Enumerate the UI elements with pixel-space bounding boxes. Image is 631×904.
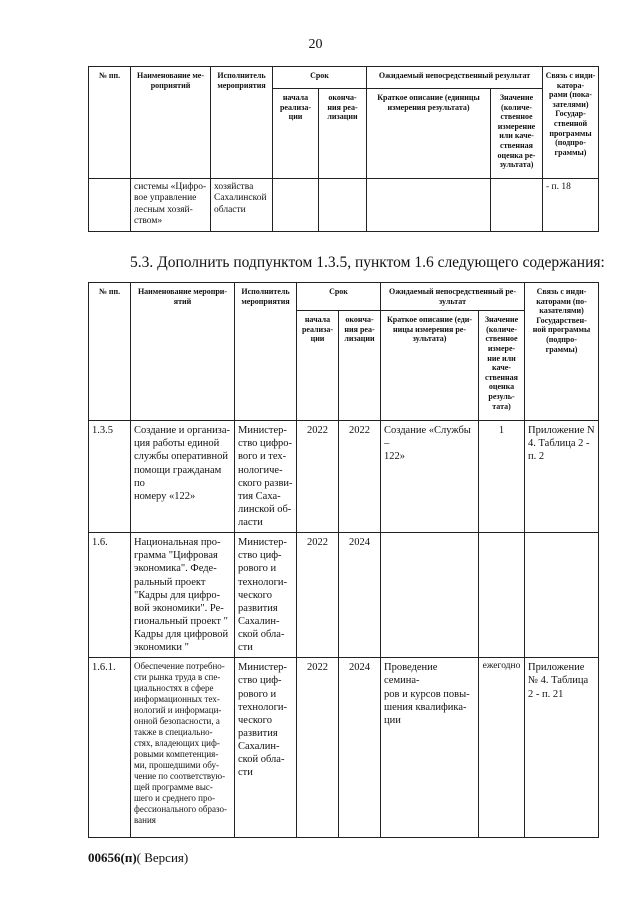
header-description: Краткое описание (единицы измерения результата) xyxy=(367,89,491,179)
cell-description xyxy=(367,179,491,232)
section-heading: 5.3. Дополнить подпунктом 1.3.5, пунктом 1.6 следующего содержания: xyxy=(130,254,605,271)
table-row xyxy=(89,421,599,533)
header-executor: Исполнитель мероприятия xyxy=(211,67,273,179)
cell-executor: хозяйства Сахалинской области xyxy=(211,179,273,232)
cell-indicator-link xyxy=(525,533,599,658)
header-end: оконча- ния реа- лизации xyxy=(319,89,367,179)
cell-name: Национальная про- грамма "Цифровая экономика". Феде- ральный проект "Кадры для цифро- вой экономики". Ре- гиональный проект " Кадры для цифровой экономики " xyxy=(131,533,235,658)
header-num: № пп. xyxy=(89,283,131,421)
cell-name: системы «Цифро- вое управление лесным хозяй- ством» xyxy=(131,179,211,232)
cell-value: 1 xyxy=(479,421,525,533)
cell-indicator-link: Приложение N 4. Таблица 2 - п. 2 xyxy=(525,421,599,533)
continuation-table xyxy=(88,66,599,232)
cell-executor: Министер- ство циф- рового и технологи- ческого развития Сахалин- ской обла- сти xyxy=(235,658,297,838)
header-executor: Исполнитель мероприятия xyxy=(235,283,297,421)
header-description: Краткое описание (еди- ницы измерения ре- зультата) xyxy=(381,311,479,421)
header-indicator-link: Связь с инди- каторами (по- казателями) Государствен- ной программы (подпро- граммы) xyxy=(525,283,599,421)
cell-executor: Министер- ство цифро- вого и тех- нологиче- ского разви- тия Саха- линской об- ласти xyxy=(235,421,297,533)
cell-end: 2024 xyxy=(339,658,381,838)
cell-end xyxy=(319,179,367,232)
header-value: Значение (количе- ственное измере- ние или каче- ственная оценка резуль- тата) xyxy=(479,311,525,421)
header-end: оконча- ния реа- лизации xyxy=(339,311,381,421)
new-items-table xyxy=(88,282,599,838)
cell-value xyxy=(479,533,525,658)
cell-description: Проведение семина- ров и курсов повы- шения квалифика- ции xyxy=(381,658,479,838)
cell-value xyxy=(491,179,543,232)
document-footer xyxy=(88,850,188,866)
table-row xyxy=(89,533,599,658)
header-term: Срок xyxy=(273,67,367,89)
cell-executor: Министер- ство циф- рового и технологи- ческого развития Сахалин- ской обла- сти xyxy=(235,533,297,658)
cell-end: 2022 xyxy=(339,421,381,533)
table-row xyxy=(89,179,599,232)
document-code: 00656(п) xyxy=(88,850,137,865)
page-number: 20 xyxy=(308,37,323,52)
cell-num xyxy=(89,179,131,232)
cell-description xyxy=(381,533,479,658)
cell-value: ежегодно xyxy=(479,658,525,838)
header-result: Ожидаемый непосредственный результат xyxy=(367,67,543,89)
cell-name: Создание и организа- ция работы единой службы оперативной помощи гражданам по номеру «122» xyxy=(131,421,235,533)
table-row xyxy=(89,658,599,838)
header-value: Значение (количе- ственное измерение или каче- ственная оценка ре- зультата) xyxy=(491,89,543,179)
header-start: начала реализа- ции xyxy=(273,89,319,179)
header-name: Наименование ме- роприятий xyxy=(131,67,211,179)
cell-end: 2024 xyxy=(339,533,381,658)
cell-start: 2022 xyxy=(297,533,339,658)
header-term: Срок xyxy=(297,283,381,311)
header-start: начала реализа- ции xyxy=(297,311,339,421)
header-name: Наименование меропри- ятий xyxy=(131,283,235,421)
cell-num: 1.3.5 xyxy=(89,421,131,533)
cell-start: 2022 xyxy=(297,658,339,838)
cell-start xyxy=(273,179,319,232)
cell-name: Обеспечение потребно- сти рынка труда в спе- циальностях в сфере информационных тех- нологий и информаци- онной безопасности, а также в специально- стях, владеющих циф- ровыми компетенция- ми, прошедшими обу- чение по соответствую- щей программе выс- шего и среднего про- фессионального образо- вания xyxy=(131,658,235,838)
header-indicator-link: Связь с инди- катора- рами (пока- зателями) Государ- ственной программы (подпро- граммы) xyxy=(543,67,599,179)
header-num: № пп. xyxy=(89,67,131,179)
header-result: Ожидаемый непосредственный ре- зультат xyxy=(381,283,525,311)
cell-indicator-link: - п. 18 xyxy=(543,179,599,232)
cell-indicator-link: Приложение № 4. Таблица 2 - п. 21 xyxy=(525,658,599,838)
cell-num: 1.6. xyxy=(89,533,131,658)
cell-description: Создание «Службы – 122» xyxy=(381,421,479,533)
cell-start: 2022 xyxy=(297,421,339,533)
version-label: ( Версия) xyxy=(136,850,189,865)
cell-num: 1.6.1. xyxy=(89,658,131,838)
